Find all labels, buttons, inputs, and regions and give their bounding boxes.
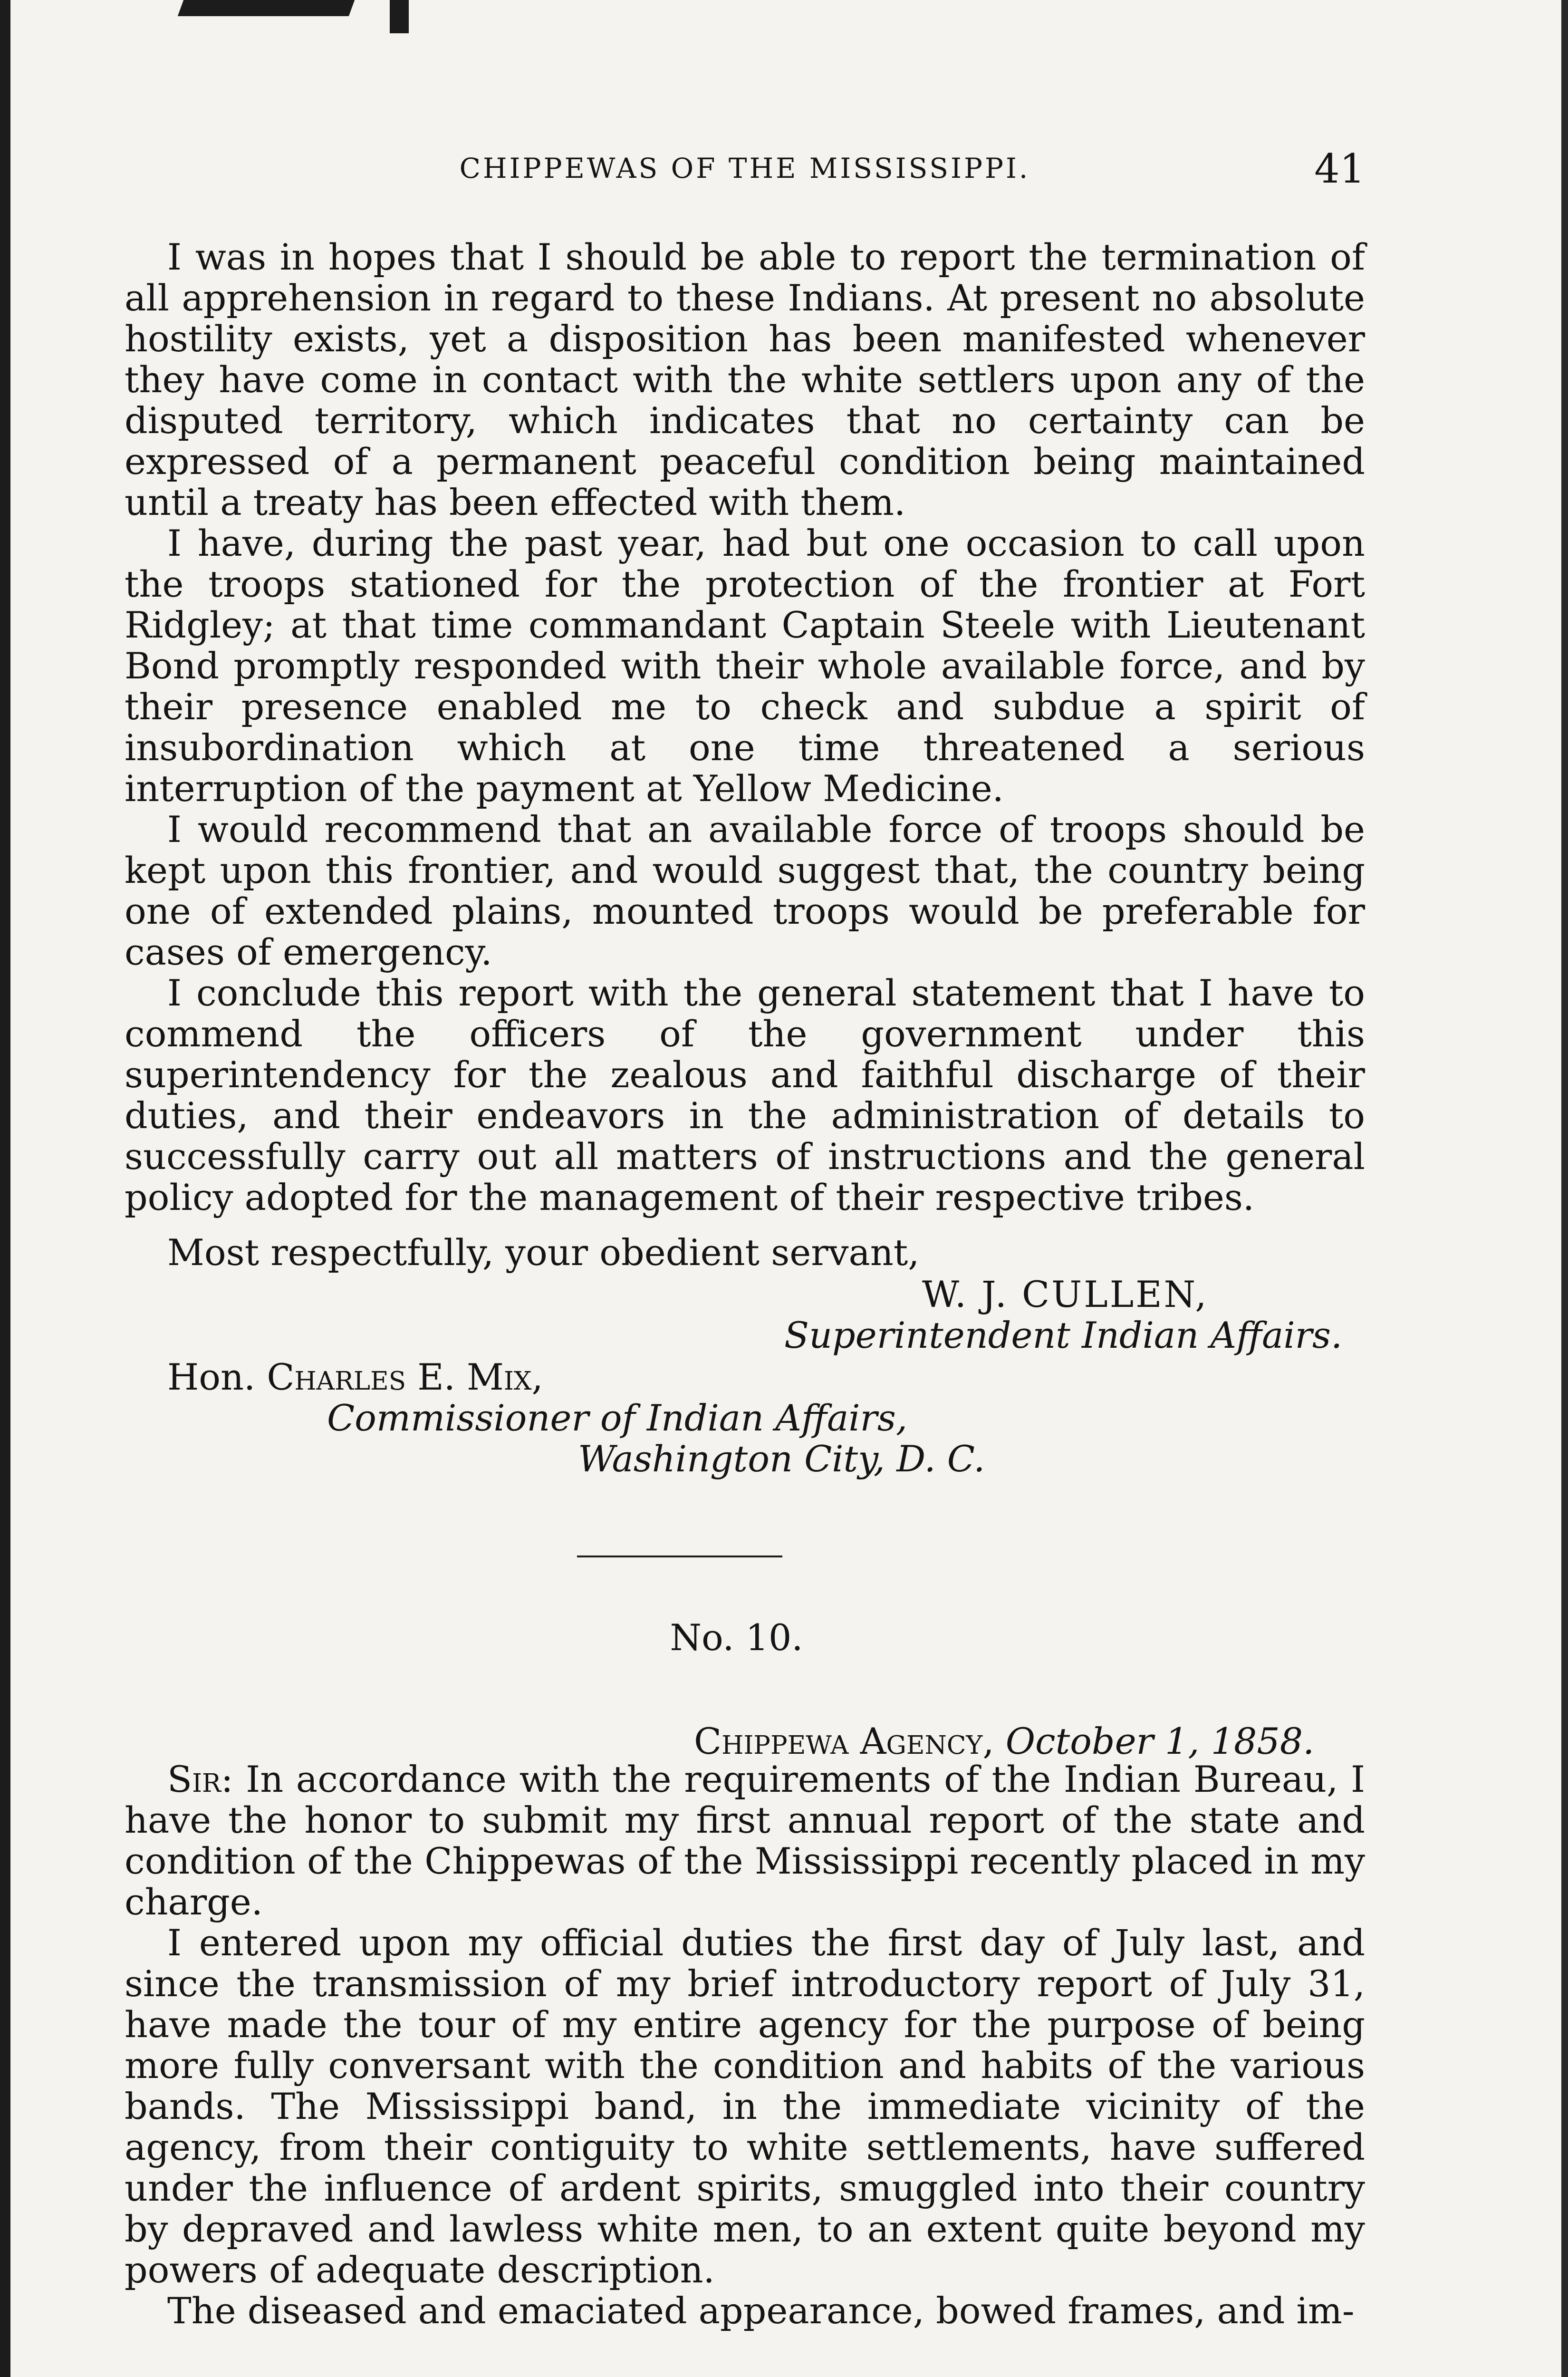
addressee-location: Washington City, D. C.: [578, 1438, 985, 1480]
paragraph-text: In accordance with the requirements of the Indian Bureau, I have the honor to submit my first annual report of the state and condition of the Chippewas of the Mississippi recently placed in my charge.: [125, 1758, 1365, 1923]
paragraph: I was in hopes that I should be able to report the termination of all apprehension in regard to these Indians. At present no absolute hostility exists, yet a disposition has been manifested whenever they have come in contact with the white settlers upon any of the disputed territory, which indicates that no certainty can be expressed of a permanent peaceful condition being maintained until a treaty has been effected with them.: [125, 236, 1365, 523]
addressee-line: [167, 1356, 543, 1398]
salutation: Sir:: [167, 1758, 233, 1800]
running-title: CHIPPEWAS OF THE MISSISSIPPI.: [459, 152, 1030, 184]
paragraph: I conclude this report with the general statement that I have to commend the officers of the government under this superintendency for the zealous and faithful discharge of their duties, and their endeavors in the administration of details to successfully carry out all matters of instructions and the general policy adopted for the management of their respective tribes.: [125, 972, 1365, 1218]
scan-edge-right: [1561, 0, 1568, 2377]
section-number: No. 10.: [670, 1616, 803, 1659]
signature-name: W. J. CULLEN,: [922, 1273, 1209, 1315]
scan-edge-left: [0, 0, 10, 2377]
paragraph: I have, during the past year, had but one occasion to call upon the troops stationed for the protection of the frontier at Fort Ridgley; at that time commandant Captain Steele with Lieutenant Bond promptly responded with their whole available force, and by their presence enabled me to check and subdue a spirit of insubordination which at one time threatened a serious interruption of the payment at Yellow Medicine.: [125, 522, 1365, 810]
addressee-prefix: Hon.: [167, 1356, 256, 1398]
addressee-title: Commissioner of Indian Affairs,: [327, 1397, 908, 1439]
addressee-name: Charles E. Mix,: [267, 1356, 543, 1398]
scan-artifact: [390, 0, 409, 33]
closing-line: Most respectfully, your obedient servant,: [167, 1231, 920, 1274]
dateline-date: October 1, 1858.: [1005, 1720, 1315, 1762]
dateline-place: Chippewa Agency,: [694, 1720, 994, 1762]
paragraph: [125, 1759, 1365, 1923]
body-text-top: [125, 237, 1365, 1218]
page-number: 41: [1314, 145, 1365, 192]
paragraph: I entered upon my official duties the first day of July last, and since the transmission of my brief introductory report of July 31, have made the tour of my entire agency for the purpose of being more fully conversant with the condition and habits of the various bands. The Mississippi band, in the immediate vicinity of the agency, from their contiguity to white settlements, have suffered under the influence of ardent spirits, smuggled into their country by depraved and lawless white men, to an extent quite beyond my powers of adequate description.: [125, 1922, 1365, 2291]
scan-artifact: [178, 0, 355, 16]
paragraph: The diseased and emaciated appearance, bowed frames, and im-: [167, 2290, 1355, 2332]
signature-title: Superintendent Indian Affairs.: [784, 1314, 1343, 1356]
paragraph: I would recommend that an available force of troops should be kept upon this frontier, and would suggest that, the country being one of extended plains, mounted troops would be preferable for cases of emergency.: [125, 808, 1365, 973]
section-divider: [577, 1556, 782, 1557]
dateline: [694, 1720, 1314, 1762]
body-text-bottom: [125, 1759, 1365, 2331]
running-head: [125, 143, 1365, 200]
